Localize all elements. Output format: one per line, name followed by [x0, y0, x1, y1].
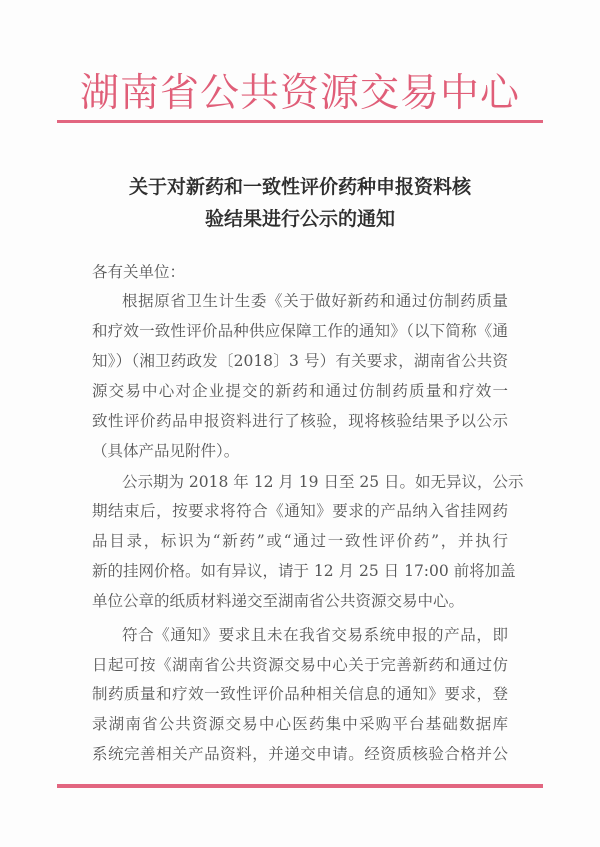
body-line: 制药质量和疗效一致性评价品种相关信息的通知》要求，登	[92, 685, 508, 703]
header-divider	[57, 120, 543, 123]
body-line: 品目录，标识为“新药”或“通过一致性评价药”，并执行	[92, 532, 508, 550]
document-title-line-2: 验结果进行公示的通知	[204, 208, 395, 230]
body-line: （具体产品见附件）。	[92, 442, 240, 460]
body-line: 系统完善相关产品资料，并递交申请。经资质核验合格并公	[92, 745, 508, 763]
footer-divider	[57, 784, 543, 788]
body-line: 源交易中心对企业提交的新药和通过仿制药质量和疗效一	[92, 382, 508, 400]
body-line: 新的挂网价格。如有异议，请于 12 月 25 日 17:00 前将加盖	[92, 562, 516, 580]
body-line: 期结束后，按要求将符合《通知》要求的产品纳入省挂网药	[92, 502, 508, 520]
body-line: 公示期为 2018 年 12 月 19 日至 25 日。如无异议，公示	[122, 473, 524, 491]
body-line: 知》）（湘卫药政发〔2018〕3 号）有关要求，湖南省公共资	[92, 352, 508, 370]
body-line: 根据原省卫生计生委《关于做好新药和通过仿制药质量	[122, 292, 508, 310]
body-line: 日起可按《湖南省公共资源交易中心关于完善新药和通过仿	[92, 656, 508, 674]
body-line: 致性评价药品申报资料进行了核验，现将核验结果予以公示	[92, 412, 508, 430]
document-title-line-1: 关于对新药和一致性评价药种申报资料核	[128, 176, 471, 198]
body-line: 录湖南省公共资源交易中心医药集中采购平台基础数据库	[92, 715, 508, 733]
salutation: 各有关单位：	[92, 263, 186, 281]
body-line: 和疗效一致性评价品种供应保障工作的通知》（以下简称《通	[92, 322, 508, 340]
organization-header: 湖南省公共资源交易中心	[79, 71, 520, 116]
body-line: 单位公章的纸质材料递交至湖南省公共资源交易中心。	[92, 592, 465, 610]
body-line: 符合《通知》要求且未在我省交易系统申报的产品，即	[122, 626, 508, 644]
